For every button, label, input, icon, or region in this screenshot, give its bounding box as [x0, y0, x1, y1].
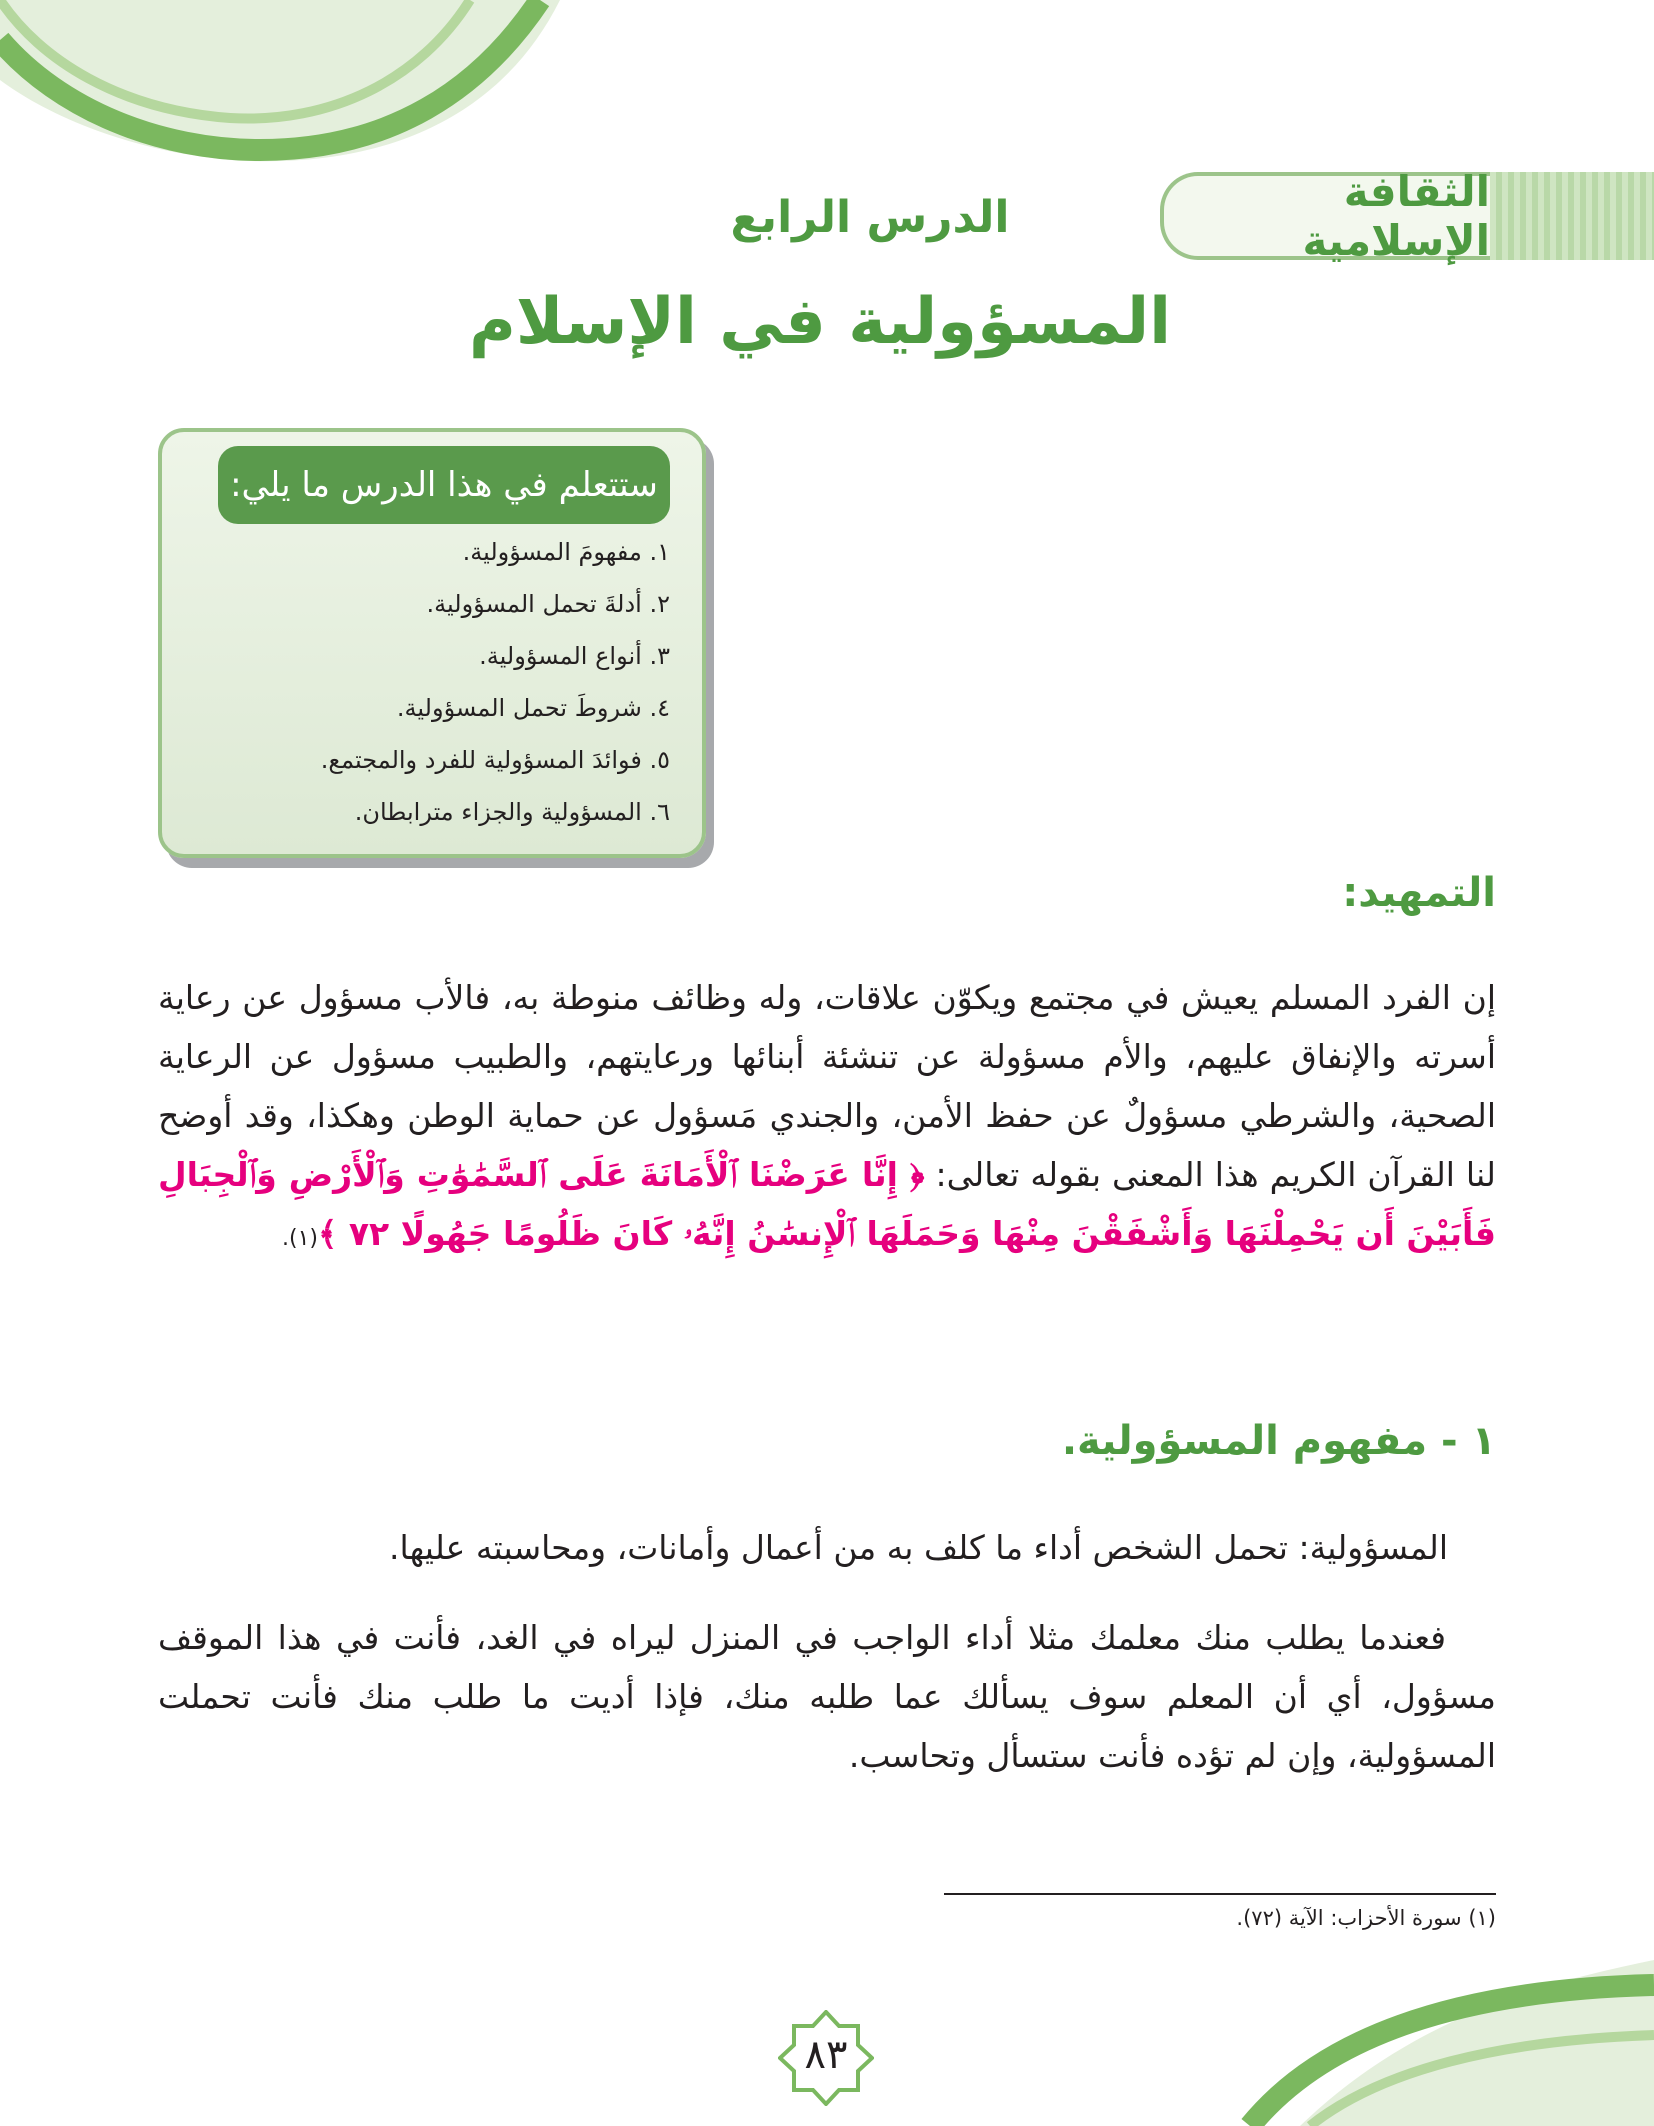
intro-heading: التمهيد:	[1342, 870, 1496, 916]
objective-item: ٤. شروطَ تحمل المسؤولية.	[396, 694, 670, 722]
intro-text: إن الفرد المسلم يعيش في مجتمع ويكوّن علاقات، وله وظائف منوطة به، فالأب مسؤول عن رعاية أسرته والإنفاق عليهم، والأم مسؤولة عن تنشئة أبنائها ورعايتهم، والطبيب مسؤول عن الرعاية الصحية، والشرطي مسؤولٌ عن حفظ الأمن، والجندي مَسؤول عن حماية الوطن وهكذا، وقد أوضح لنا القرآن الكريم هذا المعنى بقوله تعالى:	[158, 978, 1496, 1194]
subject-label: الثقافة الإسلامية	[1302, 167, 1490, 265]
footnote-divider	[944, 1893, 1496, 1895]
objectives-list	[230, 532, 670, 844]
lesson-number: الدرس الرابع	[730, 192, 1010, 243]
intro-paragraph	[158, 968, 1496, 1268]
footnote-ref: (١).	[282, 1226, 319, 1251]
objective-item: ٣. أنواع المسؤولية.	[479, 642, 670, 670]
page-number: ٨٣	[804, 2032, 848, 2078]
lesson-title: المسؤولية في الإسلام	[468, 285, 1172, 359]
section-1-heading: ١ - مفهوم المسؤولية.	[1061, 1418, 1496, 1464]
footnote: (١) سورة الأحزاب: الآية (٧٢).	[1236, 1906, 1496, 1930]
objective-item: ٦. المسؤولية والجزاء مترابطان.	[354, 798, 670, 826]
example-paragraph: فعندما يطلب منك معلمك مثلا أداء الواجب في المنزل ليراه في الغد، فأنت في هذا الموقف مسؤول، أي أن المعلم سوف يسألك عما طلبه منك، فإذا أديت ما طلب منك فأنت تحملت المسؤولية، وإن لم تؤده فأنت ستسأل وتحاسب.	[158, 1618, 1496, 1775]
quran-verse: ﴿ إِنَّا عَرَضْنَا ٱلْأَمَانَةَ عَلَى ٱلسَّمَٰوَٰتِ وَٱلْأَرْضِ وَٱلْجِبَالِ فَأَبَيْنَ أَن يَحْمِلْنَهَا وَأَشْفَقْنَ مِنْهَا وَحَمَلَهَا ٱلْإِنسَٰنُ إِنَّهُۥ كَانَ ظَلُومًا جَهُولًا ٧٢ ﴾	[158, 1155, 1496, 1253]
definition-paragraph: المسؤولية: تحمل الشخص أداء ما كلف به من أعمال وأمانات، ومحاسبته عليها.	[389, 1528, 1448, 1567]
subject-tab	[1160, 167, 1490, 265]
objective-item: ٥. فوائدَ المسؤولية للفرد والمجتمع.	[320, 746, 670, 774]
objective-item: ١. مفهومَ المسؤولية.	[462, 538, 670, 566]
objective-item: ٢. أدلةَ تحمل المسؤولية.	[426, 590, 670, 618]
objectives-heading: ستتعلم في هذا الدرس ما يلي:	[218, 446, 670, 524]
